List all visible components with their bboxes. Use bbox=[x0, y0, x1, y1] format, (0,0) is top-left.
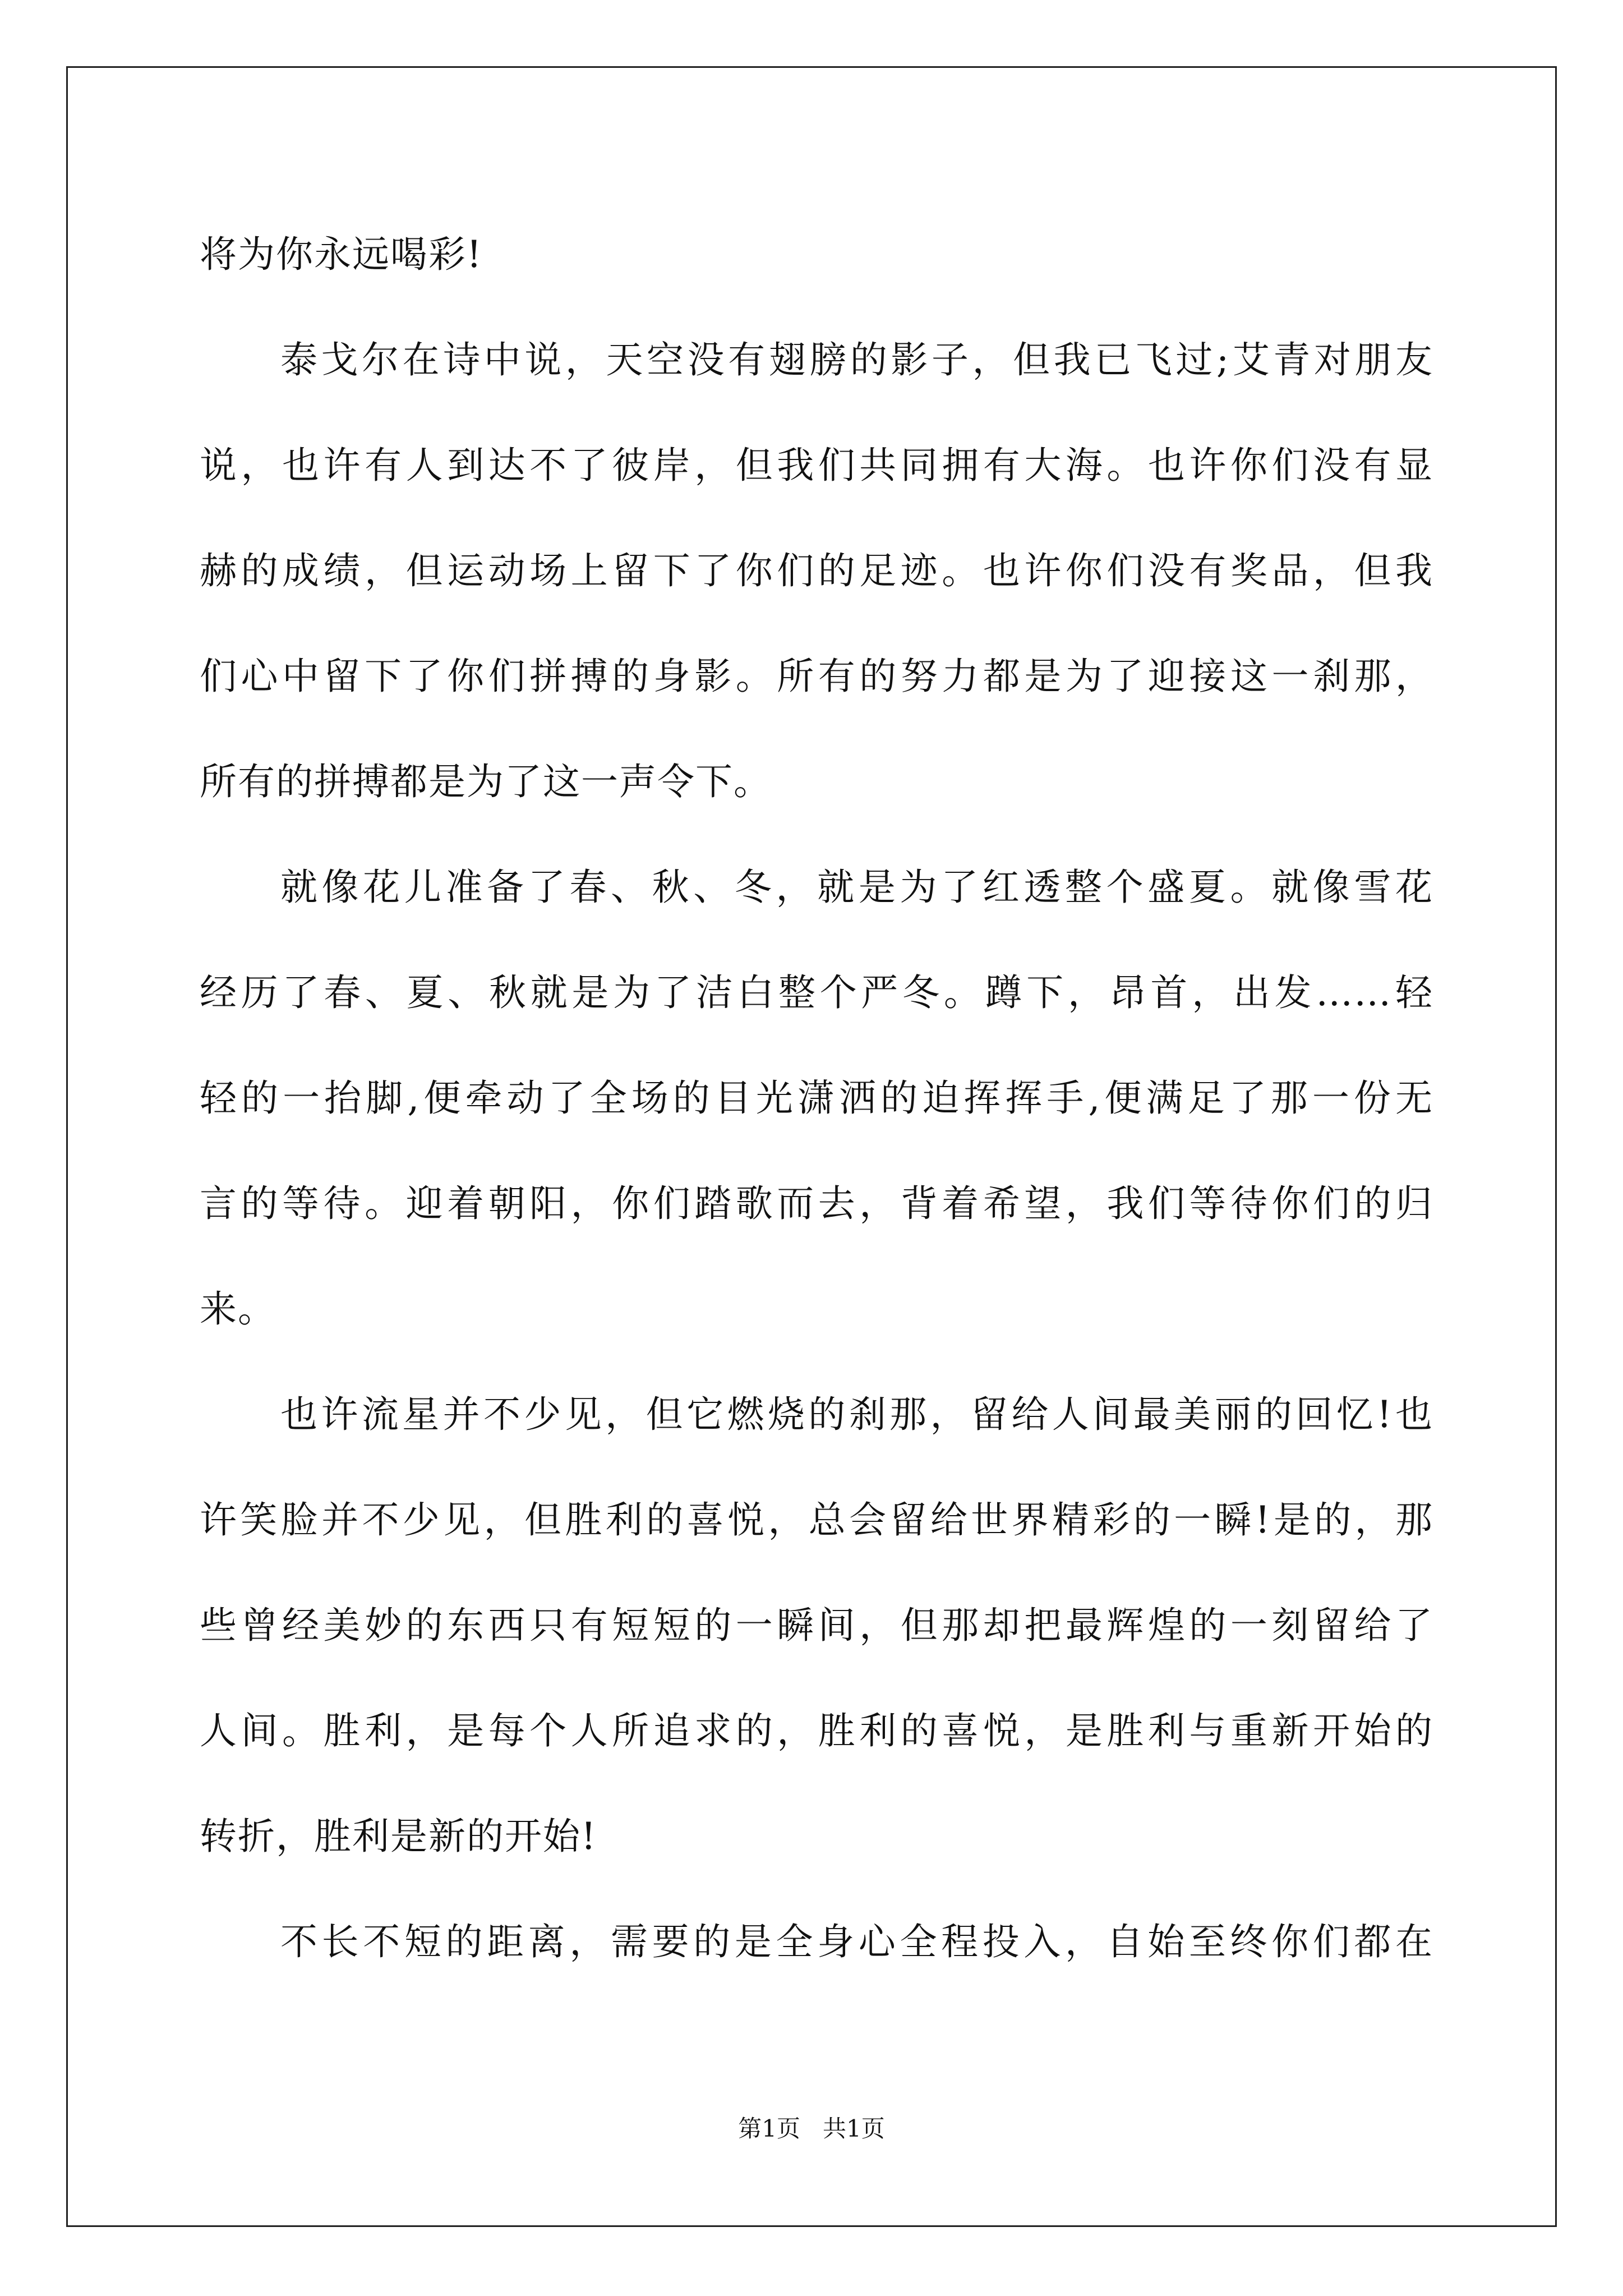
text-line: 赫的成绩，但运动场上留下了你们的足迹。也许你们没有奖品，但我 bbox=[200, 549, 1433, 592]
text-line: 也许流星并不少见，但它燃烧的刹那，留给人间最美丽的回忆!也 bbox=[280, 1393, 1433, 1436]
page-total: 共1页 bbox=[823, 2115, 885, 2142]
text-line: 轻的一抬脚,便牵动了全场的目光潇洒的迫挥挥手,便满足了那一份无 bbox=[200, 1076, 1433, 1120]
page-footer bbox=[0, 2115, 1623, 2143]
text-line: 经历了春、夏、秋就是为了洁白整个严冬。蹲下，昂首，出发……轻 bbox=[200, 971, 1433, 1014]
text-line: 泰戈尔在诗中说，天空没有翅膀的影子，但我已飞过;艾青对朋友 bbox=[280, 338, 1433, 381]
text-line: 人间。胜利，是每个人所追求的，胜利的喜悦，是胜利与重新开始的 bbox=[200, 1709, 1433, 1752]
text-line: 将为你永远喝彩! bbox=[200, 233, 483, 276]
text-line: 言的等待。迎着朝阳，你们踏歌而去，背着希望，我们等待你们的归 bbox=[200, 1182, 1433, 1225]
page-number: 第1页 bbox=[738, 2115, 800, 2142]
text-line: 不长不短的距离，需要的是全身心全程投入，自始至终你们都在 bbox=[280, 1920, 1433, 1963]
text-line: 许笑脸并不少见，但胜利的喜悦，总会留给世界精彩的一瞬!是的，那 bbox=[200, 1498, 1433, 1542]
text-line: 就像花儿准备了春、秋、冬，就是为了红透整个盛夏。就像雪花 bbox=[280, 866, 1433, 909]
text-line: 来。 bbox=[200, 1287, 276, 1331]
text-line: 转折，胜利是新的开始! bbox=[200, 1815, 597, 1858]
text-line: 说，也许有人到达不了彼岸，但我们共同拥有大海。也许你们没有显 bbox=[200, 444, 1433, 487]
text-line: 们心中留下了你们拼搏的身影。所有的努力都是为了迎接这一刹那， bbox=[200, 655, 1433, 698]
document-body bbox=[200, 202, 1433, 1995]
text-line: 些曾经美妙的东西只有短短的一瞬间，但那却把最辉煌的一刻留给了 bbox=[200, 1604, 1433, 1647]
text-line: 所有的拼搏都是为了这一声令下。 bbox=[200, 760, 772, 803]
